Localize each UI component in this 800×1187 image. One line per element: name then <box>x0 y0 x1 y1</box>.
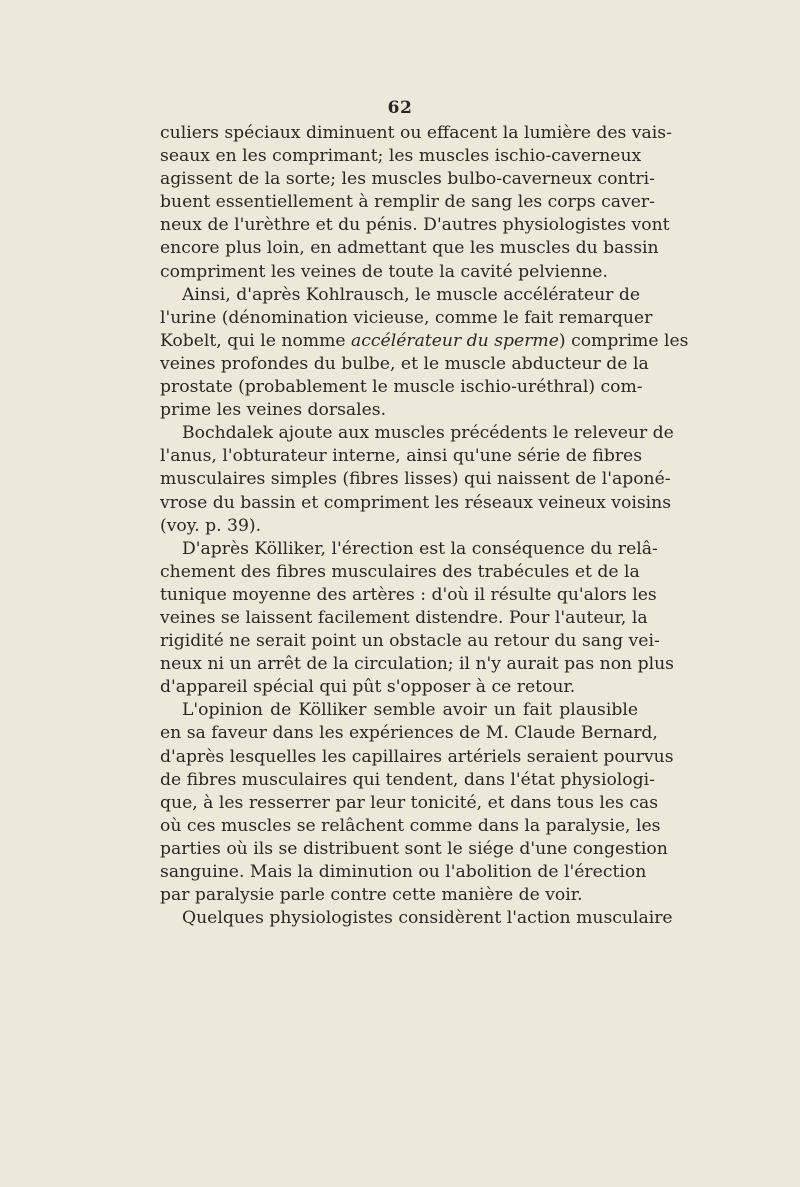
text-line: prime les veines dorsales. <box>160 400 387 421</box>
text-line: Quelques physiologistes considèrent l'action musculaire <box>182 908 673 929</box>
text-line: en sa faveur dans les expériences de M. Claude Bernard, <box>160 723 658 744</box>
text-line: veines profondes du bulbe, et le muscle abducteur de la <box>160 353 649 374</box>
text-line: Bochdalek ajoute aux muscles précédents le releveur de <box>182 423 674 444</box>
text-line: vrose du bassin et compriment les réseaux veineux voisins <box>160 492 672 513</box>
body-text <box>160 122 689 930</box>
text-line: rigidité ne serait point un obstacle au retour du sang vei- <box>160 631 660 652</box>
text-line: l'anus, l'obturateur interne, ainsi qu'une série de fibres <box>160 446 643 467</box>
text-line-kobelt <box>160 330 689 353</box>
text-line: l'urine (dénomination vicieuse, comme le fait remarquer <box>160 307 653 328</box>
kobelt-text-after: ) comprime les <box>558 330 689 351</box>
text-line: prostate (probablement le muscle ischio-uréthral) com- <box>160 377 643 398</box>
text-line: encore plus loin, en admettant que les muscles du bassin <box>160 238 659 259</box>
text-line: seaux en les comprimant; les muscles ischio-caverneux <box>160 146 642 167</box>
text-line: compriment les veines de toute la cavité pelvienne. <box>160 261 608 282</box>
text-line: D'après Kölliker, l'érection est la conséquence du relâ- <box>182 538 658 559</box>
text-line: tunique moyenne des artères : d'où il résulte qu'alors les <box>160 584 657 605</box>
text-line: de fibres musculaires qui tendent, dans l'état physiologi- <box>160 769 655 790</box>
text-line: buent essentiellement à remplir de sang les corps caver- <box>160 192 655 213</box>
text-line: où ces muscles se relâchent comme dans la paralysie, les <box>160 815 661 836</box>
text-line: culiers spéciaux diminuent ou effacent la lumière des vais- <box>160 123 672 143</box>
text-line: que, à les resserrer par leur tonicité, et dans tous les cas <box>160 792 659 813</box>
text-line: veines se laissent facilement distendre. Pour l'auteur, la <box>160 607 648 628</box>
text-line: musculaires simples (fibres lisses) qui naissent de l'aponé- <box>160 469 671 490</box>
kobelt-text-before: Kobelt, qui le nomme <box>160 330 352 351</box>
text-line: agissent de la sorte; les muscles bulbo-caverneux contri- <box>160 169 655 190</box>
page-number: 62 <box>387 98 413 118</box>
text-line: d'appareil spécial qui pût s'opposer à ce retour. <box>160 677 576 698</box>
text-line: (voy. p. 39). <box>160 515 262 536</box>
text-line: par paralysie parle contre cette manière de voir. <box>160 885 583 906</box>
text-line: parties où ils se distribuent sont le siége d'une congestion <box>160 838 668 859</box>
kobelt-italic-term: accélérateur du sperme <box>351 330 559 351</box>
text-line: sanguine. Mais la diminution ou l'abolition de l'érection <box>160 862 647 882</box>
text-line: neux de l'urèthre et du pénis. D'autres physiologistes vont <box>160 215 670 236</box>
text-line: chement des fibres musculaires des trabécules et de la <box>160 561 640 582</box>
text-line: neux ni un arrêt de la circulation; il n'y aurait pas non plus <box>160 654 674 675</box>
text-line: d'après lesquelles les capillaires artériels seraient pourvus <box>160 746 674 767</box>
text-line: Ainsi, d'après Kohlrausch, le muscle accélérateur de <box>182 284 641 305</box>
text-line: L'opinion de Kölliker semble avoir un fait plausible <box>182 700 638 721</box>
